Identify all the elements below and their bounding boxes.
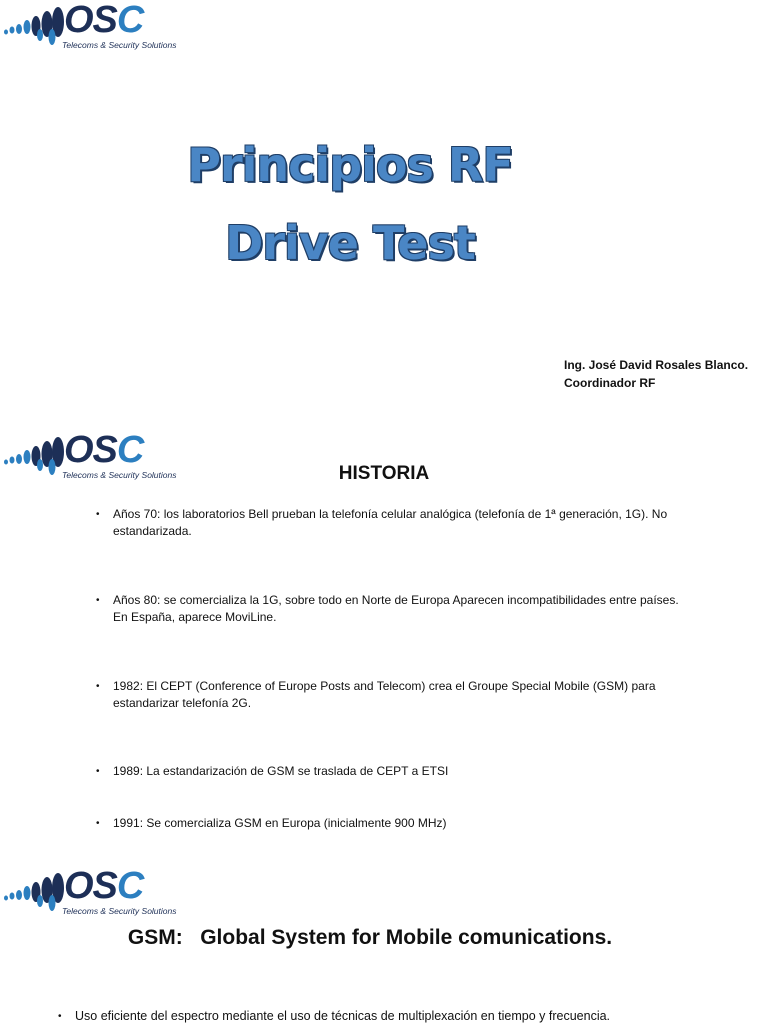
logo-tagline: Telecoms & Security Solutions: [62, 906, 177, 916]
historia-heading: HISTORIA: [338, 463, 430, 484]
list-item: • 1989: La estandarización de GSM se traslada de CEPT a ETSI: [96, 764, 449, 778]
historia-slide: [0, 396, 768, 842]
slide-title-line-2: Drive Test: [225, 216, 475, 270]
bullet-icon: •: [96, 766, 100, 777]
bullet-icon: •: [96, 509, 100, 520]
list-item: • Años 70: los laboratorios Bell prueban la telefonía celular analógica (telefonía de 1ª generación, 1G). No estandarizada.: [96, 507, 668, 538]
list-item: • 1982: El CEPT (Conference of Europe Posts and Telecom) crea el Groupe Special Mobile (GSM) para estandarizar telefonía 2G.: [96, 679, 656, 710]
author-name: Ing. José David Rosales Blanco.: [564, 358, 749, 372]
title-slide: [0, 0, 768, 396]
author-role: Coordinador RF: [564, 376, 656, 390]
logo-wordmark: OSC: [64, 429, 144, 471]
gsm-slide: [0, 842, 768, 1024]
gsm-heading: GSM: Global System for Mobile comunications.: [127, 926, 613, 949]
bullet-icon: •: [58, 1011, 62, 1022]
list-item: • Uso eficiente del espectro mediante el uso de técnicas de multiplexación en tiempo y frecuencia.: [58, 1009, 611, 1023]
list-item: • 1991: Se comercializa GSM en Europa (inicialmente 900 MHz): [96, 816, 447, 830]
bullet-icon: •: [96, 818, 100, 829]
slide-title-line-1: Principios RF: [187, 138, 513, 192]
logo-wordmark: OSC: [64, 0, 144, 41]
osc-logo: [2, 865, 177, 920]
logo-dots-icon: [2, 868, 66, 916]
osc-logo: [2, 0, 177, 54]
bullet-icon: •: [96, 681, 100, 692]
logo-dots-icon: [2, 2, 66, 50]
logo-tagline: Telecoms & Security Solutions: [62, 470, 177, 480]
logo-tagline: Telecoms & Security Solutions: [62, 40, 177, 50]
logo-wordmark: OSC: [64, 865, 144, 907]
bullet-icon: •: [96, 595, 100, 606]
gsm-bullet-list: [58, 1008, 758, 1024]
list-item: • Años 80: se comercializa la 1G, sobre todo en Norte de Europa Aparecen incompatibilidades entre países. En España, aparece MoviLine.: [96, 593, 679, 624]
historia-bullet-list: [96, 506, 686, 830]
